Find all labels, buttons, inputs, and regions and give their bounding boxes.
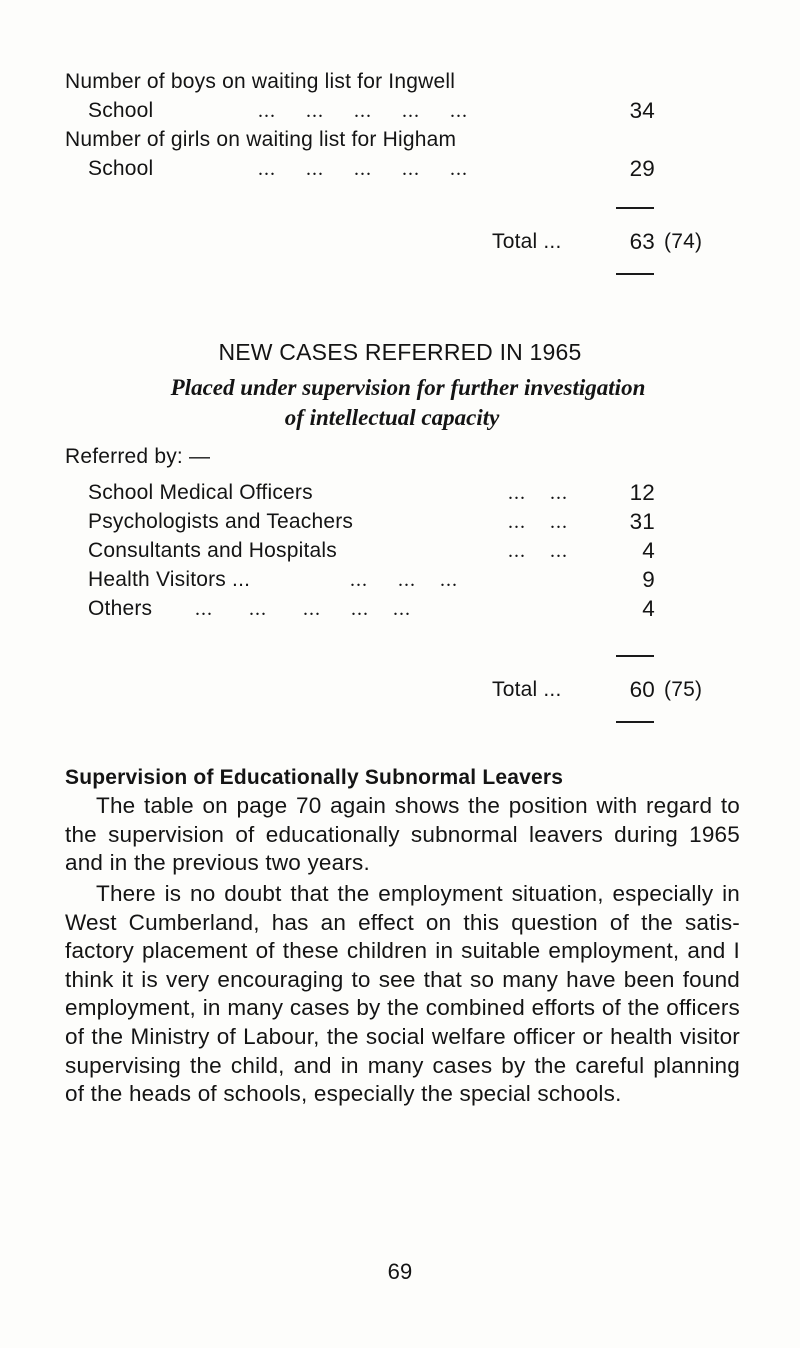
supervision-heading: Supervision of Educationally Subnormal Leavers [65,766,564,789]
referral-total-value: 60 [629,677,655,702]
waiting-total-value: 63 [629,229,655,254]
supervision-paragraph-1: The table on page 70 again shows the position with regard to the supervision of educationally subnormal leavers during 1965 and in the previous two years. [65,793,740,876]
referral-row-value: 4 [642,538,655,563]
referral-row-label: Health Visitors ... [88,568,251,591]
leader-dots: ... ... [508,482,568,504]
leader-dots: ... ... ... ... ... [258,158,468,180]
referral-row-value: 31 [629,509,655,534]
referral-row-value: 9 [642,567,655,592]
leader-dots: ... ... ... ... ... [195,598,411,620]
page-number: 69 [387,1259,413,1284]
girls-waiting-line1: Number of girls on waiting list for Higham [65,128,457,151]
referral-total-label: Total ... [492,678,562,701]
leader-dots: ... ... ... ... ... [258,100,468,122]
sum-rule [616,207,654,209]
total-rule [616,273,654,275]
referral-row-label: Psychologists and Teachers [88,510,354,533]
girls-waiting-value: 29 [629,156,655,181]
new-cases-subheading-line1: Placed under supervision for further investigation [170,375,646,400]
leader-dots: ... ... ... [350,569,458,591]
new-cases-heading: NEW CASES REFERRED IN 1965 [218,339,582,365]
referral-row-label: School Medical Officers [88,481,313,504]
referral-row-value: 4 [642,596,655,621]
supervision-paragraph-2: There is no doubt that the employment situation, especially in West Cumberland, has an effect on this question of the satis-factory placement of these children in suitable employment, and I think it is very encouraging to see that so many have been found employment, in many cases by the combined efforts of the officers of the Ministry of Labour, the social welfare officer or health visitor supervising the child, and in many cases by the careful planning of the heads of schools, especially the special schools. [65,881,740,1107]
boys-waiting-value: 34 [629,98,655,123]
boys-waiting-line2: School [88,99,154,122]
sum-rule [616,655,654,657]
leader-dots: ... ... [508,511,568,533]
boys-waiting-line1: Number of boys on waiting list for Ingwell [65,70,456,93]
waiting-total-previous: (74) [664,230,703,253]
leader-dots: ... ... [508,540,568,562]
referral-total-previous: (75) [664,678,703,701]
girls-waiting-line2: School [88,157,154,180]
waiting-total-label: Total ... [492,230,562,253]
new-cases-subheading-line2: of intellectual capacity [284,405,500,430]
referral-row-label: Consultants and Hospitals [88,539,337,562]
referred-by-label: Referred by: — [65,445,211,468]
total-rule [616,721,654,723]
referral-row-label: Others [88,597,153,620]
referral-row-value: 12 [629,480,655,505]
